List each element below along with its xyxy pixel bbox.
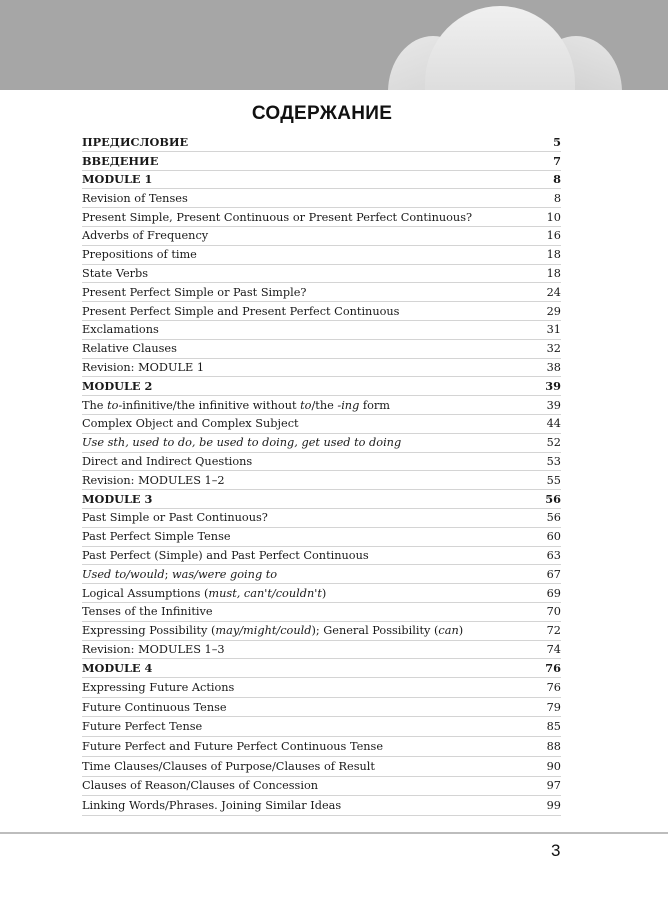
- toc-entry-title: [82, 624, 463, 637]
- toc-entry-title: [82, 799, 341, 812]
- toc-entry-title-part: Direct and Indirect Questions: [82, 454, 253, 468]
- toc-entry-title: [82, 455, 252, 468]
- toc-entry-title-part: Past Simple or Past Continuous?: [82, 511, 268, 525]
- toc-entry-title: [82, 474, 225, 487]
- toc-entry-title: [82, 286, 306, 299]
- toc-entry-title-part: Time Clauses/Clauses of Purpose/Clauses of Result: [82, 759, 375, 773]
- toc-entry-title: [82, 661, 152, 675]
- toc-entry[interactable]: [82, 547, 561, 566]
- toc-entry-page: 16: [546, 229, 561, 243]
- toc-entry-title: [82, 701, 227, 714]
- toc-entry-title-part: ): [321, 586, 327, 600]
- toc-entry-page: 52: [546, 436, 561, 450]
- toc-entry-page: 5: [553, 134, 561, 149]
- toc-entry-title-part: Tenses of the Infinitive: [82, 605, 213, 619]
- toc-entry-title-part: MODULE 4: [82, 661, 153, 676]
- header-banner: [0, 0, 668, 90]
- toc-entry-title: [82, 568, 277, 581]
- toc-entry-title-part: ПРЕДИСЛОВИЕ: [82, 134, 189, 149]
- toc-entry-title: [82, 361, 204, 374]
- toc-entry-title-part: MODULE 3: [82, 492, 153, 507]
- toc-entry[interactable]: [82, 698, 561, 718]
- toc-entry-title-part: Expressing Future Actions: [82, 680, 235, 694]
- toc-entry-title: [82, 492, 152, 506]
- toc-entry-title: [82, 172, 152, 186]
- toc-entry-title-part: Used to/would: [82, 567, 165, 581]
- toc-entry[interactable]: [82, 340, 561, 359]
- toc-entry-page: 8: [553, 191, 561, 205]
- toc-entry[interactable]: [82, 133, 561, 152]
- toc-entry[interactable]: [82, 283, 561, 302]
- toc-entry[interactable]: [82, 359, 561, 378]
- toc-entry[interactable]: [82, 777, 561, 797]
- toc-entry[interactable]: [82, 509, 561, 528]
- toc-entry-page: 18: [546, 266, 561, 280]
- toc-entry-title-part: Revision: MODULES 1–3: [82, 642, 225, 656]
- toc-entry[interactable]: [82, 208, 561, 227]
- toc-entry-title: [82, 530, 231, 543]
- toc-entry[interactable]: [82, 622, 561, 641]
- toc-entry[interactable]: [82, 490, 561, 509]
- toc-entry-page: 72: [546, 624, 561, 638]
- toc-entry-title-part: ;: [164, 567, 172, 581]
- toc-entry-page: 74: [546, 642, 561, 656]
- decorative-petal-shape: [425, 6, 575, 90]
- toc-entry[interactable]: [82, 415, 561, 434]
- toc-entry-title: [82, 154, 158, 168]
- toc-entry-title-part: Linking Words/Phrases. Joining Similar Ideas: [82, 799, 342, 813]
- toc-entry-title-part: Past Perfect (Simple) and Past Perfect Continuous: [82, 548, 369, 562]
- toc-entry-title-part: ); General Possibility (: [311, 624, 439, 638]
- toc-entry-title-part: form: [359, 398, 390, 412]
- toc-entry-title-part: can: [438, 624, 459, 638]
- toc-entry[interactable]: [82, 757, 561, 777]
- toc-entry-title: [82, 549, 369, 562]
- toc-entry-title: [82, 379, 152, 393]
- toc-entry-title-part: Future Perfect Tense: [82, 720, 203, 734]
- toc-entry-page: 69: [546, 586, 561, 600]
- toc-entry-title-part: Future Perfect and Future Perfect Continuous Tense: [82, 740, 384, 754]
- toc-entry-title-part: Adverbs of Frequency: [82, 229, 209, 243]
- toc-entry-page: 55: [546, 473, 561, 487]
- toc-entry-title: [82, 511, 268, 524]
- toc-entry[interactable]: [82, 471, 561, 490]
- toc-entry[interactable]: [82, 678, 561, 698]
- toc-entry-title: [82, 417, 299, 430]
- toc-entry[interactable]: [82, 603, 561, 622]
- toc-entry-title-part: /the: [311, 398, 338, 412]
- footer-divider: [0, 832, 668, 834]
- toc-entry-title: [82, 267, 148, 280]
- toc-entry-title-part: to: [107, 398, 119, 412]
- toc-entry-title-part: The: [82, 398, 108, 412]
- toc-entry-page: 79: [546, 700, 561, 714]
- toc-entry-title-part: ВВЕДЕНИЕ: [82, 153, 159, 168]
- toc-entry-title-part: Relative Clauses: [82, 342, 177, 356]
- toc-entry-title: [82, 248, 197, 261]
- toc-entry-page: 60: [546, 530, 561, 544]
- toc-entry-title: [82, 211, 472, 224]
- toc-entry-page: 10: [546, 210, 561, 224]
- toc-entry-page: 63: [546, 548, 561, 562]
- toc-entry[interactable]: [82, 737, 561, 757]
- toc-entry-title: [82, 323, 159, 336]
- toc-entry-title-part: Revision of Tenses: [82, 191, 188, 205]
- toc-entry[interactable]: [82, 227, 561, 246]
- toc-entry-page: 76: [545, 661, 561, 676]
- toc-entry[interactable]: [82, 152, 561, 171]
- toc-entry[interactable]: [82, 396, 561, 415]
- toc-entry-page: 32: [546, 342, 561, 356]
- toc-entry-page: 90: [546, 759, 561, 773]
- toc-entry-page: 67: [546, 567, 561, 581]
- toc-entry-title: [82, 399, 390, 412]
- toc-entry-title-part: MODULE 2: [82, 379, 153, 394]
- toc-entry-title-part: Clauses of Reason/Clauses of Concession: [82, 779, 319, 793]
- toc-entry[interactable]: [82, 565, 561, 584]
- toc-entry-title: [82, 135, 188, 149]
- toc-entry-page: 24: [546, 285, 561, 299]
- toc-entry[interactable]: [82, 796, 561, 816]
- page-number: 3: [551, 841, 561, 860]
- toc-entry-title-part: Expressing Possibility (: [82, 624, 216, 638]
- toc-entry-title-part: Use sth, used to do, be used to doing, get used to doing: [82, 436, 402, 450]
- toc-entry-title: [82, 342, 177, 355]
- toc-entry-page: 70: [546, 605, 561, 619]
- toc-entry[interactable]: [82, 377, 561, 396]
- toc-entry-title-part: -infinitive/the infinitive without: [118, 398, 301, 412]
- toc-entry[interactable]: [82, 659, 561, 678]
- toc-entry[interactable]: [82, 641, 561, 660]
- toc-entry-page: 56: [546, 511, 561, 525]
- toc-entry-page: 7: [553, 153, 561, 168]
- toc-entry[interactable]: [82, 584, 561, 603]
- toc-entry-title-part: Present Perfect Simple and Present Perfect Continuous: [82, 304, 400, 318]
- toc-entry-page: 39: [545, 379, 561, 394]
- toc-entry[interactable]: [82, 246, 561, 265]
- toc-entry-title-part: may/might/could: [215, 624, 312, 638]
- toc-entry-title: [82, 779, 318, 792]
- toc-entry-page: 39: [546, 398, 561, 412]
- toc-entry-title: [82, 229, 208, 242]
- toc-entry[interactable]: [82, 717, 561, 737]
- toc-entry-page: 44: [546, 417, 561, 431]
- toc-entry-title: [82, 720, 202, 733]
- toc-entry-title-part: Logical Assumptions (: [82, 586, 209, 600]
- toc-entry-page: 18: [546, 248, 561, 262]
- toc-entry-title-part: Complex Object and Complex Subject: [82, 417, 299, 431]
- toc-entry-title-part: State Verbs: [82, 266, 149, 280]
- toc-entry-page: 99: [546, 799, 561, 813]
- toc-entry[interactable]: [82, 528, 561, 547]
- toc-entry[interactable]: [82, 434, 561, 453]
- toc-entry-page: 38: [546, 360, 561, 374]
- toc-entry-page: 29: [546, 304, 561, 318]
- toc-entry-title: [82, 740, 383, 753]
- toc-entry-page: 76: [546, 680, 561, 694]
- toc-entry-title: [82, 643, 225, 656]
- toc-entry-page: 85: [546, 720, 561, 734]
- toc-entry-title: [82, 605, 213, 618]
- toc-entry-title: [82, 760, 375, 773]
- table-of-contents: [82, 133, 561, 816]
- toc-entry[interactable]: [82, 265, 561, 284]
- toc-entry-title-part: ): [458, 624, 464, 638]
- page-title: СОДЕРЖАНИЕ: [251, 103, 393, 124]
- toc-entry-page: 56: [545, 492, 561, 507]
- toc-entry-title-part: must, can't/couldn't: [208, 586, 322, 600]
- toc-entry-page: 31: [546, 323, 561, 337]
- toc-entry-title: [82, 305, 399, 318]
- toc-entry[interactable]: [82, 302, 561, 321]
- toc-entry-title: [82, 681, 234, 694]
- toc-entry-title-part: -ing: [337, 398, 360, 412]
- toc-entry[interactable]: [82, 171, 561, 190]
- toc-entry-title-part: Revision: MODULES 1–2: [82, 473, 225, 487]
- toc-entry-title-part: Prepositions of time: [82, 248, 197, 262]
- toc-entry[interactable]: [82, 321, 561, 340]
- toc-entry-page: 88: [546, 740, 561, 754]
- toc-entry-title: [82, 587, 326, 600]
- toc-entry-title-part: to: [300, 398, 312, 412]
- toc-entry-title-part: Revision: MODULE 1: [82, 360, 205, 374]
- toc-entry-title: [82, 192, 188, 205]
- toc-entry-page: 8: [553, 172, 561, 187]
- toc-entry-title-part: MODULE 1: [82, 172, 153, 187]
- toc-entry[interactable]: [82, 189, 561, 208]
- toc-entry-title-part: Past Perfect Simple Tense: [82, 530, 231, 544]
- toc-entry-page: 53: [546, 454, 561, 468]
- toc-entry[interactable]: [82, 453, 561, 472]
- toc-entry-title-part: Exclamations: [82, 323, 159, 337]
- toc-entry-page: 97: [546, 779, 561, 793]
- toc-entry-title-part: Present Simple, Present Continuous or Present Perfect Continuous?: [82, 210, 473, 224]
- toc-entry-title-part: was/were going to: [171, 567, 278, 581]
- toc-entry-title-part: Future Continuous Tense: [82, 700, 227, 714]
- toc-entry-title: [82, 436, 401, 449]
- toc-entry-title-part: Present Perfect Simple or Past Simple?: [82, 285, 307, 299]
